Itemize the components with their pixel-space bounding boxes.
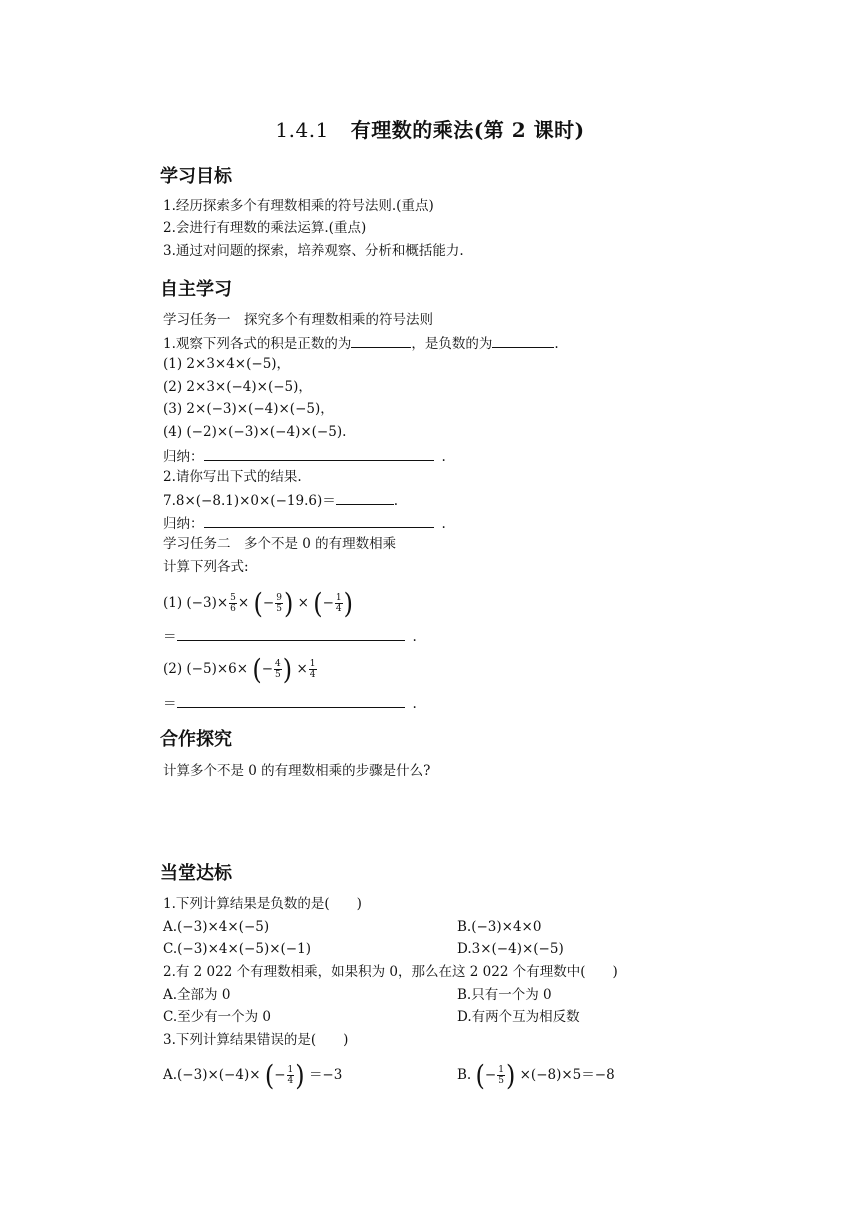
task1-title: 学习任务一 探究多个有理数相乘的符号法则 [163, 312, 433, 328]
summary-end: . [441, 516, 446, 532]
q3-b-prefix: B. [457, 1067, 472, 1083]
fraction: $\frac{1}{4}$ [287, 1065, 294, 1086]
section-title: 有理数的乘法(第 2 课时) [350, 118, 585, 142]
practice-question-2: 2.有 2 022 个有理数相乘，如果积为 0，那么在这 2 022 个有理数中( ) [163, 964, 618, 980]
equals-sign: ＝ [163, 629, 177, 645]
option-b[interactable]: B.(−3)×4×0 [457, 919, 542, 935]
option-d[interactable]: D.有两个互为相反数 [457, 1009, 580, 1025]
period: . [412, 629, 417, 645]
question-2: 2.请你写出下式的结果. [163, 469, 302, 485]
answer-blank[interactable] [336, 490, 394, 505]
answer-blank[interactable] [177, 693, 405, 708]
option-a[interactable]: A.(−3)×(−4)× (− $\frac{1}{4}$ ) ＝−3 [163, 1059, 343, 1092]
calc-1-prefix: (1) (−3)× [163, 595, 229, 611]
practice-heading: 当堂达标 [160, 863, 232, 884]
task2-title: 学习任务二 多个不是 0 的有理数相乘 [163, 536, 397, 552]
practice-question-3: 3.下列计算结果错误的是( ) [163, 1032, 349, 1048]
answer-blank[interactable] [204, 513, 434, 528]
section-number: 1.4.1 [275, 118, 329, 142]
objective-item: 1.经历探索多个有理数相乘的符号法则.(重点) [163, 198, 434, 214]
task2-intro: 计算下列各式: [163, 559, 249, 575]
q3-a-end: ＝−3 [308, 1067, 343, 1083]
q1-item: (4) (−2)×(−3)×(−4)×(−5). [163, 424, 347, 440]
option-c[interactable]: C.(−3)×4×(−5)×(−1) [163, 941, 311, 957]
cooperate-heading: 合作探究 [160, 729, 232, 750]
option-a[interactable]: A.全部为 0 [163, 987, 231, 1003]
self-study-heading: 自主学习 [160, 279, 232, 300]
summary-end: . [441, 449, 446, 465]
summary-label: 归纳： [163, 449, 204, 465]
fraction: $\frac{4}{5}$ [275, 659, 281, 680]
summary-label: 归纳： [163, 516, 204, 532]
q1-item: (1) 2×3×4×(−5)， [163, 356, 291, 372]
calc-2-answer [163, 693, 417, 713]
fraction: $\frac{1}{4}$ [309, 659, 316, 680]
calc-2: (2) (−5)×6× (− $\frac{4}{5}$ ) × $\frac{1}{4}$ [163, 653, 316, 686]
q2-end: . [393, 493, 399, 509]
q3-b-end: ×(−8)×5＝−8 [519, 1067, 615, 1083]
question-1 [163, 333, 559, 353]
calc-1-answer [163, 626, 417, 646]
q1-item: (3) 2×(−3)×(−4)×(−5)， [163, 401, 334, 417]
fraction: $\frac{1}{4}$ [335, 593, 342, 614]
answer-blank[interactable] [177, 626, 405, 641]
option-c[interactable]: C.至少有一个为 0 [163, 1009, 272, 1025]
q1-prefix: 1.观察下列各式的积是正数的为 [163, 336, 352, 352]
option-a[interactable]: A.(−3)×4×(−5) [163, 919, 270, 935]
answer-blank[interactable] [351, 333, 411, 348]
option-b[interactable]: B. (− $\frac{1}{5}$ ) ×(−8)×5＝−8 [457, 1059, 615, 1092]
page-title [0, 114, 860, 143]
fraction: $\frac{9}{5}$ [276, 593, 282, 614]
q3-a-prefix: A.(−3)×(−4)× [163, 1067, 261, 1083]
q1-mid: ，是负数的为 [411, 336, 493, 352]
q1-end: . [554, 336, 559, 352]
summary-line [163, 513, 446, 533]
summary-line [163, 446, 446, 466]
fraction: $\frac{1}{5}$ [498, 1065, 504, 1086]
calc-1: (1) (−3)× $\frac{5}{6}$ × (− $\frac{9}{5}$ ) × (− $\frac{1}{4}$ ) [163, 587, 354, 620]
answer-blank[interactable] [492, 333, 554, 348]
practice-question-1: 1.下列计算结果是负数的是( ) [163, 896, 362, 912]
period: . [412, 696, 417, 712]
option-d[interactable]: D.3×(−4)×(−5) [457, 941, 564, 957]
cooperate-question: 计算多个不是 0 的有理数相乘的步骤是什么? [163, 763, 431, 779]
equals-sign: ＝ [163, 696, 177, 712]
q2-expr: 7.8×(−8.1)×0×(−19.6)＝ [163, 493, 336, 509]
fraction: $\frac{5}{6}$ [230, 593, 236, 614]
objective-item: 3.通过对问题的探索，培养观察、分析和概括能力. [163, 243, 464, 259]
option-b[interactable]: B.只有一个为 0 [457, 987, 552, 1003]
calc-2-prefix: (2) (−5)×6× [163, 661, 249, 677]
answer-blank[interactable] [204, 446, 434, 461]
q1-item: (2) 2×3×(−4)×(−5)， [163, 379, 312, 395]
objectives-heading: 学习目标 [160, 166, 232, 187]
objective-item: 2.会进行有理数的乘法运算.(重点) [163, 220, 367, 236]
question-2-expression [163, 490, 398, 510]
